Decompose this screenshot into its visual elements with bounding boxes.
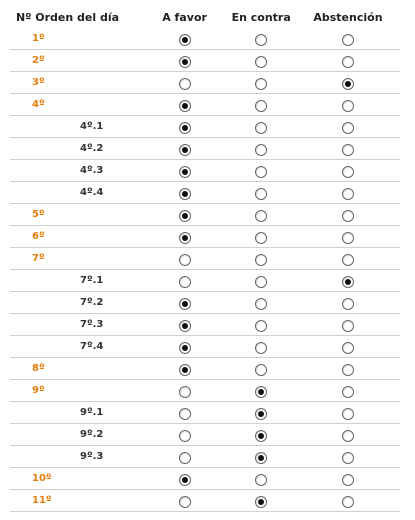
radio-abstencion[interactable] xyxy=(342,56,354,68)
radio-abstencion[interactable] xyxy=(342,452,354,464)
radio-contra[interactable] xyxy=(255,188,267,200)
vote-cell-abstencion xyxy=(296,424,400,446)
agenda-row xyxy=(10,468,400,490)
vote-cell-favor xyxy=(143,248,227,270)
radio-contra[interactable] xyxy=(255,342,267,354)
radio-abstencion[interactable] xyxy=(342,496,354,508)
agenda-item-label: 4º.3 xyxy=(10,160,143,182)
vote-cell-contra xyxy=(226,292,295,314)
agenda-row xyxy=(10,314,400,336)
vote-cell-contra xyxy=(226,248,295,270)
vote-cell-contra xyxy=(226,50,295,72)
radio-favor[interactable] xyxy=(179,232,191,244)
vote-cell-abstencion xyxy=(296,468,400,490)
agenda-row xyxy=(10,446,400,468)
radio-contra[interactable] xyxy=(255,34,267,46)
radio-favor[interactable] xyxy=(179,298,191,310)
radio-abstencion[interactable] xyxy=(342,210,354,222)
radio-contra[interactable] xyxy=(255,298,267,310)
agenda-item-label: 11º xyxy=(10,490,143,512)
radio-contra[interactable] xyxy=(255,452,267,464)
agenda-item-label: 8º xyxy=(10,358,143,380)
vote-cell-favor xyxy=(143,28,227,50)
agenda-row xyxy=(10,226,400,248)
radio-favor[interactable] xyxy=(179,188,191,200)
vote-cell-abstencion xyxy=(296,50,400,72)
vote-cell-favor xyxy=(143,380,227,402)
vote-cell-abstencion xyxy=(296,336,400,358)
vote-cell-contra xyxy=(226,138,295,160)
vote-cell-contra xyxy=(226,314,295,336)
vote-cell-contra xyxy=(226,204,295,226)
agenda-row xyxy=(10,28,400,50)
radio-contra[interactable] xyxy=(255,386,267,398)
agenda-row xyxy=(10,50,400,72)
header-contra: En contra xyxy=(231,10,291,24)
vote-cell-abstencion xyxy=(296,182,400,204)
radio-abstencion[interactable] xyxy=(342,298,354,310)
vote-cell-abstencion xyxy=(296,160,400,182)
radio-favor[interactable] xyxy=(179,386,191,398)
radio-abstencion[interactable] xyxy=(342,430,354,442)
agenda-item-label: 7º.1 xyxy=(10,270,143,292)
radio-favor[interactable] xyxy=(179,78,191,90)
vote-cell-contra xyxy=(226,336,295,358)
agenda-item-label: 9º.3 xyxy=(10,446,143,468)
agenda-row xyxy=(10,270,400,292)
vote-cell-favor xyxy=(143,226,227,248)
radio-abstencion[interactable] xyxy=(342,34,354,46)
vote-cell-abstencion xyxy=(296,94,400,116)
radio-contra[interactable] xyxy=(255,232,267,244)
vote-cell-abstencion xyxy=(296,446,400,468)
radio-contra[interactable] xyxy=(255,100,267,112)
vote-cell-contra xyxy=(226,468,295,490)
radio-abstencion[interactable] xyxy=(342,386,354,398)
vote-cell-abstencion xyxy=(296,72,400,94)
radio-favor[interactable] xyxy=(179,452,191,464)
header-favor: A favor xyxy=(162,10,207,24)
radio-abstencion[interactable] xyxy=(342,144,354,156)
agenda-item-label: 2º xyxy=(10,50,143,72)
radio-contra[interactable] xyxy=(255,496,267,508)
vote-cell-favor xyxy=(143,336,227,358)
vote-cell-contra xyxy=(226,358,295,380)
vote-rows xyxy=(10,28,400,512)
vote-cell-contra xyxy=(226,182,295,204)
agenda-row xyxy=(10,336,400,358)
radio-abstencion[interactable] xyxy=(342,342,354,354)
vote-cell-favor xyxy=(143,314,227,336)
radio-favor[interactable] xyxy=(179,254,191,266)
vote-cell-contra xyxy=(226,424,295,446)
radio-abstencion[interactable] xyxy=(342,166,354,178)
radio-abstencion[interactable] xyxy=(342,78,354,90)
vote-cell-favor xyxy=(143,182,227,204)
radio-favor[interactable] xyxy=(179,144,191,156)
agenda-item-label: 9º.1 xyxy=(10,402,143,424)
radio-favor[interactable] xyxy=(179,474,191,486)
radio-abstencion[interactable] xyxy=(342,320,354,332)
radio-favor[interactable] xyxy=(179,100,191,112)
radio-abstencion[interactable] xyxy=(342,408,354,420)
radio-contra[interactable] xyxy=(255,364,267,376)
vote-table xyxy=(10,6,400,512)
radio-contra[interactable] xyxy=(255,122,267,134)
radio-favor[interactable] xyxy=(179,430,191,442)
radio-contra[interactable] xyxy=(255,166,267,178)
radio-favor[interactable] xyxy=(179,408,191,420)
vote-cell-contra xyxy=(226,490,295,512)
radio-favor[interactable] xyxy=(179,210,191,222)
radio-contra[interactable] xyxy=(255,430,267,442)
agenda-item-label: 9º.2 xyxy=(10,424,143,446)
agenda-row xyxy=(10,490,400,512)
vote-cell-contra xyxy=(226,28,295,50)
vote-cell-abstencion xyxy=(296,402,400,424)
vote-cell-favor xyxy=(143,490,227,512)
radio-contra[interactable] xyxy=(255,276,267,288)
radio-favor[interactable] xyxy=(179,166,191,178)
radio-favor[interactable] xyxy=(179,320,191,332)
vote-cell-favor xyxy=(143,204,227,226)
radio-favor[interactable] xyxy=(179,496,191,508)
radio-abstencion[interactable] xyxy=(342,100,354,112)
radio-abstencion[interactable] xyxy=(342,474,354,486)
radio-favor[interactable] xyxy=(179,342,191,354)
vote-cell-abstencion xyxy=(296,380,400,402)
vote-cell-favor xyxy=(143,94,227,116)
agenda-item-label: 9º xyxy=(10,380,143,402)
vote-cell-contra xyxy=(226,160,295,182)
vote-cell-favor xyxy=(143,138,227,160)
vote-cell-abstencion xyxy=(296,138,400,160)
agenda-item-label: 7º.4 xyxy=(10,336,143,358)
radio-abstencion[interactable] xyxy=(342,188,354,200)
vote-cell-favor xyxy=(143,402,227,424)
agenda-row xyxy=(10,402,400,424)
agenda-item-label: 1º xyxy=(10,28,143,50)
vote-cell-abstencion xyxy=(296,490,400,512)
agenda-row xyxy=(10,424,400,446)
agenda-item-label: 4º xyxy=(10,94,143,116)
agenda-item-label: 7º.2 xyxy=(10,292,143,314)
agenda-item-label: 4º.1 xyxy=(10,116,143,138)
agenda-row xyxy=(10,248,400,270)
header-item: Nº Orden del día xyxy=(16,10,120,24)
agenda-row xyxy=(10,72,400,94)
radio-favor[interactable] xyxy=(179,34,191,46)
agenda-item-label: 6º xyxy=(10,226,143,248)
radio-contra[interactable] xyxy=(255,144,267,156)
vote-cell-contra xyxy=(226,380,295,402)
agenda-row xyxy=(10,292,400,314)
vote-cell-contra xyxy=(226,270,295,292)
radio-favor[interactable] xyxy=(179,364,191,376)
radio-contra[interactable] xyxy=(255,210,267,222)
agenda-row xyxy=(10,380,400,402)
vote-cell-abstencion xyxy=(296,226,400,248)
vote-cell-abstencion xyxy=(296,204,400,226)
agenda-row xyxy=(10,204,400,226)
vote-cell-contra xyxy=(226,446,295,468)
agenda-row xyxy=(10,94,400,116)
vote-cell-favor xyxy=(143,72,227,94)
radio-favor[interactable] xyxy=(179,276,191,288)
radio-abstencion[interactable] xyxy=(342,276,354,288)
radio-contra[interactable] xyxy=(255,78,267,90)
vote-cell-favor xyxy=(143,160,227,182)
radio-abstencion[interactable] xyxy=(342,122,354,134)
radio-contra[interactable] xyxy=(255,474,267,486)
radio-favor[interactable] xyxy=(179,122,191,134)
agenda-item-label: 5º xyxy=(10,204,143,226)
radio-contra[interactable] xyxy=(255,320,267,332)
agenda-row xyxy=(10,160,400,182)
radio-contra[interactable] xyxy=(255,408,267,420)
vote-cell-favor xyxy=(143,446,227,468)
agenda-item-label: 3º xyxy=(10,72,143,94)
agenda-item-label: 4º.4 xyxy=(10,182,143,204)
vote-cell-favor xyxy=(143,50,227,72)
agenda-row xyxy=(10,138,400,160)
agenda-row xyxy=(10,182,400,204)
radio-contra[interactable] xyxy=(255,56,267,68)
vote-cell-contra xyxy=(226,72,295,94)
vote-cell-abstencion xyxy=(296,358,400,380)
vote-cell-favor xyxy=(143,468,227,490)
radio-abstencion[interactable] xyxy=(342,364,354,376)
header-row xyxy=(10,6,400,28)
agenda-row xyxy=(10,116,400,138)
vote-cell-favor xyxy=(143,292,227,314)
vote-cell-abstencion xyxy=(296,116,400,138)
header-abstencion: Abstención xyxy=(313,10,383,24)
agenda-row xyxy=(10,358,400,380)
vote-cell-favor xyxy=(143,358,227,380)
agenda-item-label: 4º.2 xyxy=(10,138,143,160)
radio-contra[interactable] xyxy=(255,254,267,266)
vote-cell-abstencion xyxy=(296,314,400,336)
vote-cell-contra xyxy=(226,94,295,116)
vote-cell-favor xyxy=(143,270,227,292)
vote-cell-abstencion xyxy=(296,248,400,270)
vote-cell-favor xyxy=(143,424,227,446)
vote-cell-abstencion xyxy=(296,28,400,50)
radio-abstencion[interactable] xyxy=(342,254,354,266)
agenda-item-label: 7º xyxy=(10,248,143,270)
vote-cell-contra xyxy=(226,226,295,248)
agenda-item-label: 10º xyxy=(10,468,143,490)
vote-cell-contra xyxy=(226,116,295,138)
vote-cell-contra xyxy=(226,402,295,424)
radio-favor[interactable] xyxy=(179,56,191,68)
agenda-item-label: 7º.3 xyxy=(10,314,143,336)
vote-cell-favor xyxy=(143,116,227,138)
vote-cell-abstencion xyxy=(296,270,400,292)
vote-cell-abstencion xyxy=(296,292,400,314)
radio-abstencion[interactable] xyxy=(342,232,354,244)
